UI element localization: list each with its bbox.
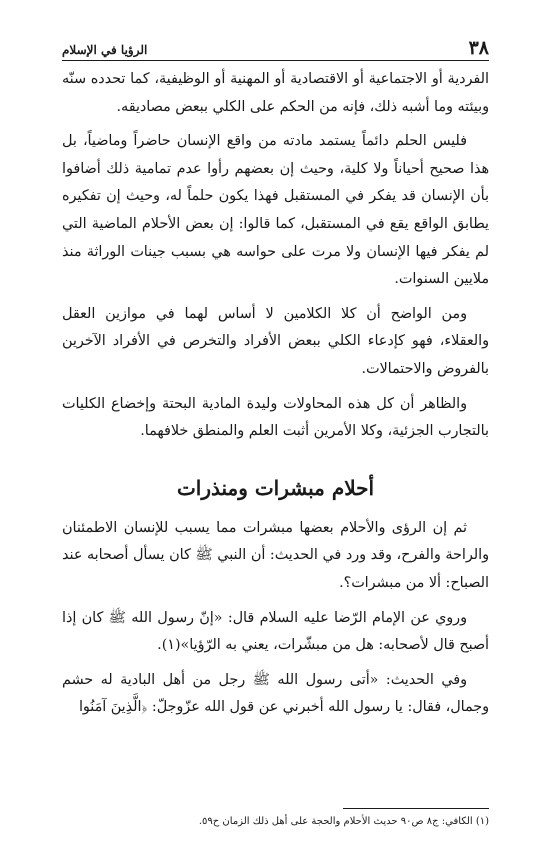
page-body xyxy=(62,66,489,729)
footnote-rule xyxy=(343,808,489,809)
page-number: ٣٨ xyxy=(468,37,489,59)
paragraph-2: فليس الحلم دائماً يستمد مادته من واقع الإنسان حاضراً وماضياً، بل هذا صحيح أحياناً ولا كلية، وحيث إن بعضهم رأوا عدم تمامية ذلك أضافوا بأن الإنسان قد يفكر في المستقبل فهذا يكون حلماً له، وحيث إن تفكيره يطابق الواقع يقع في المستقبل، كما قالوا: إن بعض الأحلام الماضية التي لم يفكر فيها الإنسان ولا مرت على حواسه هي بسبب جينات الوراثة منذ ملايين السنوات. xyxy=(62,133,489,288)
section-paragraph-1: ثم إن الرؤى والأحلام بعضها مبشرات مما يسبب للإنسان الاطمئنان والراحة والفرح، وقد ورد في الحديث: أن النبي ﷺ كان يسأل أصحابه عند الصباح: ألا من مبشرات؟. xyxy=(62,519,489,591)
section-paragraph-3: وفي الحديث: «أتى رسول الله ﷺ رجل من أهل البادية له حشم وجمال، فقال: يا رسول الله أخبرني عن قول الله عزّوجلّ: ﴿الَّذِينَ آمَنُوا xyxy=(62,671,489,716)
section-heading: أحلام مبشرات ومنذرات xyxy=(176,475,375,500)
paragraph-4: والظاهر أن كل هذه المحاولات وليدة المادية البحتة وإخضاع الكليات بالتجارب الجزئية، وكلا الأمرين أثبت العلم والمنطق خلافهما. xyxy=(62,395,489,440)
header-rule xyxy=(62,60,489,61)
page-header xyxy=(62,36,489,58)
running-title: الرؤيا في الإسلام xyxy=(62,43,148,57)
paragraph-3: ومن الواضح أن كلا الكلامين لا أساس لهما في موازين العقل والعقلاء، فهو كإدعاء الكلي ببعض الأفراد والتخرص في الأفراد الآخرين بالفروض والاحتمالات. xyxy=(62,305,489,377)
footnote: (١) الكافي: ج٨ ص٩٠ حديث الأحلام والحجة على أهل ذلك الزمان ح٥٩. xyxy=(198,816,489,827)
paragraph-1: الفردية أو الاجتماعية أو الاقتصادية أو المهنية أو الوظيفية، كما تحدده سنّه وبيئته وما أشبه ذلك، فإنه من الحكم على الكلي ببعض مصاديقه. xyxy=(62,71,489,115)
section-paragraph-2: وروي عن الإمام الرّضا عليه السلام قال: «إنّ رسول الله ﷺ كان إذا أصبح قال لأصحابه: هل من مبشّرات، يعني به الرّؤيا»(١). xyxy=(62,609,489,654)
